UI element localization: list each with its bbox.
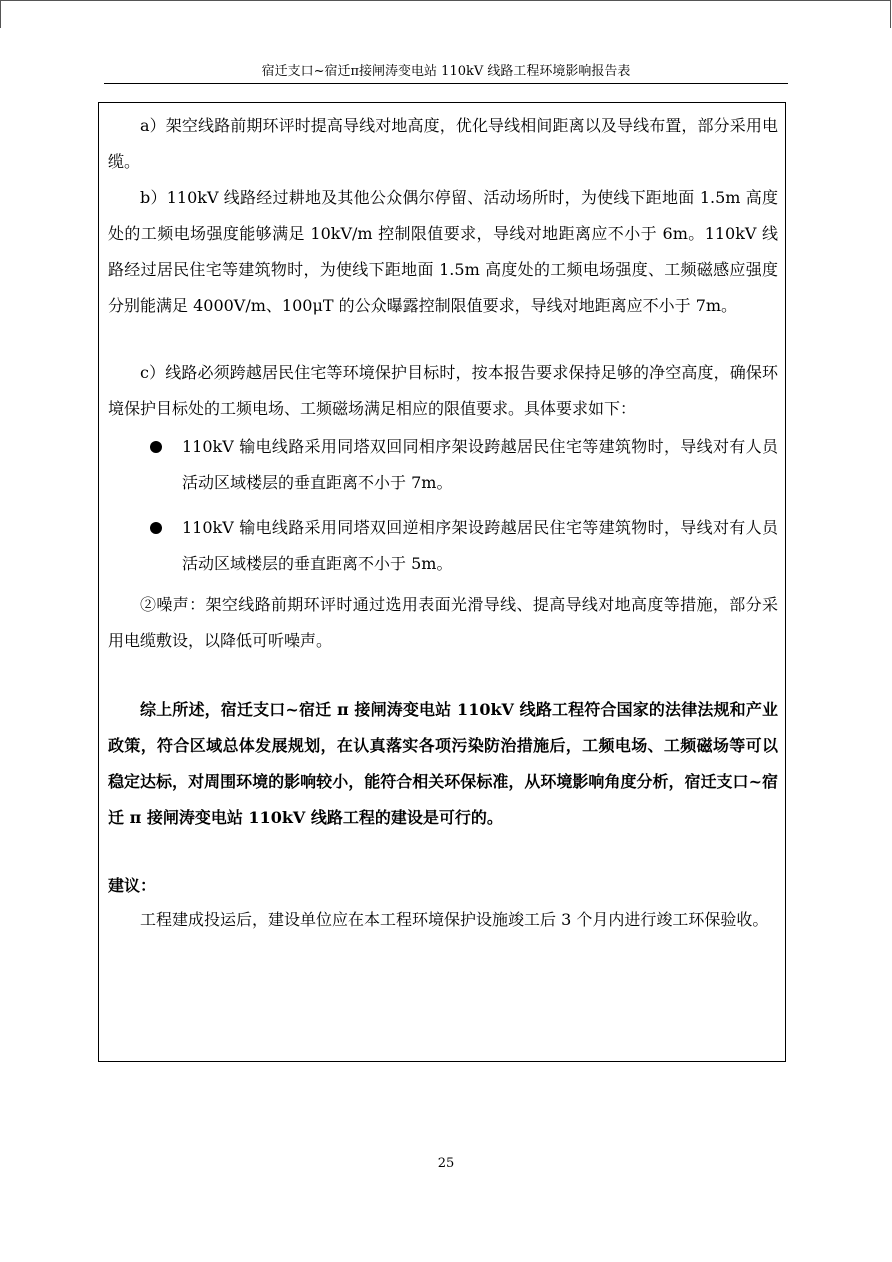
- paragraph-b: b）110kV 线路经过耕地及其他公众偶尔停留、活动场所时，为使线下距地面 1.5m 高度处的工频电场强度能够满足 10kV/m 控制限值要求，导线对地距离应不小于 6m。110kV 线路经过居民住宅等建筑物时，为使线下距地面 1.5m 高度处的工频电场强度、工频磁感应强度分别能满足 4000V/m、100μT 的公众曝露控制限值要求，导线对地距离应不小于 7m。: [108, 188, 778, 315]
- scan-frame-left: [0, 0, 1, 28]
- conclusion-paragraph: 综上所述，宿迁支口~宿迁 π 接闸涛变电站 110kV 线路工程符合国家的法律法规和产业政策，符合区域总体发展规划，在认真落实各项污染防治措施后，工频电场、工频磁场等可以稳定达标，对周围环境的影响较小，能符合相关环保标准，从环境影响角度分析，宿迁支口~宿迁 π 接闸涛变电站 110kV 线路工程的建设是可行的。: [108, 700, 778, 827]
- page-number: 25: [437, 1156, 455, 1171]
- running-header: 宿迁支口~宿迁π接闸涛变电站 110kV 线路工程环境影响报告表: [261, 64, 631, 79]
- suggestion-paragraph: 工程建成投运后，建设单位应在本工程环境保护设施竣工后 3 个月内进行竣工环保验收。: [140, 910, 769, 929]
- scan-frame-right: [890, 0, 891, 28]
- bullet-icon: [150, 441, 162, 453]
- bullet-item-2: 110kV 输电线路采用同塔双回逆相序架设跨越居民住宅等建筑物时，导线对有人员活动区域楼层的垂直距离不小于 5m。: [182, 518, 778, 573]
- paragraph-a: a）架空线路前期环评时提高导线对地高度，优化导线相间距离以及导线布置，部分采用电缆。: [108, 116, 778, 171]
- bullet-item-1: 110kV 输电线路采用同塔双回同相序架设跨越居民住宅等建筑物时，导线对有人员活动区域楼层的垂直距离不小于 7m。: [182, 437, 778, 492]
- paragraph-c: c）线路必须跨越居民住宅等环境保护目标时，按本报告要求保持足够的净空高度，确保环境保护目标处的工频电场、工频磁场满足相应的限值要求。具体要求如下：: [108, 363, 778, 418]
- bullet-icon: [150, 522, 162, 534]
- header-rule: [104, 83, 788, 84]
- paragraph-noise: ②噪声：架空线路前期环评时通过选用表面光滑导线、提高导线对地高度等措施，部分采用电缆敷设，以降低可听噪声。: [108, 595, 778, 650]
- suggestion-heading: 建议：: [108, 876, 157, 895]
- scan-frame-top: [0, 0, 891, 1]
